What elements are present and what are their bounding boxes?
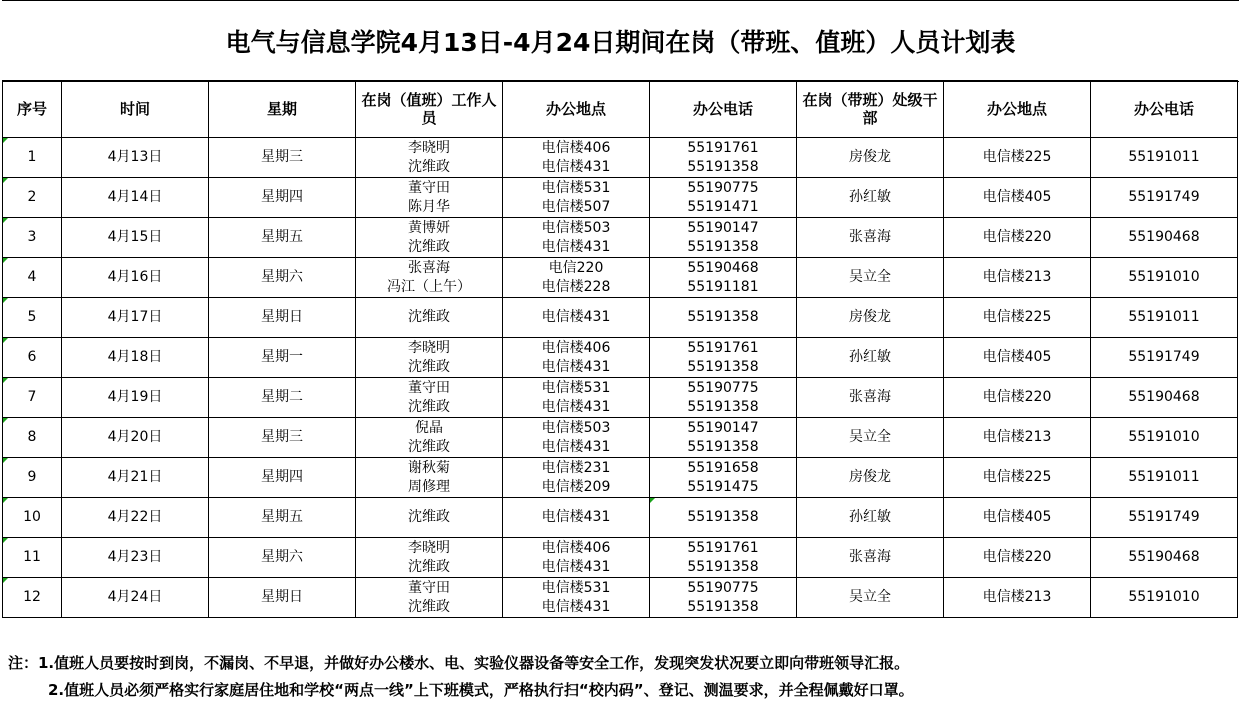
cell-staff-office[interactable] <box>503 338 650 378</box>
cell-staff-line: 董守田 <box>408 579 450 596</box>
cell-no-text: 2 <box>27 189 37 205</box>
cell-leader[interactable] <box>797 138 944 178</box>
cell-leader[interactable] <box>797 178 944 218</box>
cell-staff-line: 沈维政 <box>408 558 450 575</box>
cell-leader-office-text: 电信楼405 <box>982 349 1052 365</box>
cell-weekday[interactable] <box>209 378 356 418</box>
cell-staff-phone-line: 55191658 <box>687 459 759 476</box>
cell-leader-office-text: 电信楼213 <box>982 429 1052 445</box>
cell-date[interactable] <box>62 498 209 538</box>
cell-leader-phone-text: 55191011 <box>1128 469 1200 485</box>
notes <box>8 650 914 704</box>
cell-staff-line: 董守田 <box>408 179 450 196</box>
cell-staff-line: 黄博妍 <box>408 219 450 236</box>
cell-staff-office[interactable] <box>503 578 650 618</box>
cell-staff-phone-line: 55191358 <box>687 158 759 175</box>
note-line-1: 注：1.值班人员要按时到岗，不漏岗、不早退，并做好办公楼水、电、实验仪器设备等安全工作，发现突发状况要立即向带班领导汇报。 <box>8 654 910 672</box>
cell-staff-phone[interactable] <box>650 138 797 178</box>
cell-staff-phone-line: 55191358 <box>687 358 759 375</box>
cell-staff-phone-line: 55190775 <box>687 379 759 396</box>
table-row <box>3 418 1238 458</box>
cell-leader-phone-text: 55191010 <box>1128 269 1200 285</box>
cell-no-text: 8 <box>27 429 37 445</box>
cell-staff-office-line: 电信楼531 <box>541 579 611 596</box>
cell-date[interactable] <box>62 138 209 178</box>
cell-staff-line: 沈维政 <box>408 598 450 615</box>
cell-date-text: 4月20日 <box>107 429 163 445</box>
cell-no[interactable] <box>3 298 62 338</box>
cell-leader-text: 房俊龙 <box>849 469 891 485</box>
cell-weekday-text: 星期五 <box>261 229 303 245</box>
cell-marker <box>3 298 8 303</box>
header-staff-office: 办公地点 <box>503 81 650 138</box>
cell-no[interactable] <box>3 178 62 218</box>
cell-staff-phone[interactable] <box>650 538 797 578</box>
cell-leader-office-text: 电信楼225 <box>982 469 1052 485</box>
cell-leader-phone[interactable] <box>1091 218 1238 258</box>
cell-staff-line: 李晓明 <box>408 339 450 356</box>
cell-leader[interactable] <box>797 218 944 258</box>
cell-staff-phone-line: 55190775 <box>687 579 759 596</box>
cell-staff-phone-line: 55191761 <box>687 539 759 556</box>
cell-weekday-text: 星期日 <box>261 309 303 325</box>
cell-no[interactable] <box>3 338 62 378</box>
cell-date[interactable] <box>62 338 209 378</box>
cell-marker <box>3 578 8 583</box>
cell-no-text: 9 <box>27 469 37 485</box>
cell-leader-text: 孙红敏 <box>849 189 891 205</box>
cell-no[interactable] <box>3 138 62 178</box>
cell-leader-office[interactable] <box>944 418 1091 458</box>
cell-leader[interactable] <box>797 578 944 618</box>
cell-leader-office[interactable] <box>944 578 1091 618</box>
cell-no-text: 4 <box>27 269 37 285</box>
cell-staff-office[interactable] <box>503 378 650 418</box>
cell-date[interactable] <box>62 378 209 418</box>
cell-no[interactable] <box>3 378 62 418</box>
cell-staff[interactable] <box>356 418 503 458</box>
cell-no[interactable] <box>3 498 62 538</box>
cell-staff-phone[interactable] <box>650 418 797 458</box>
cell-staff-line: 沈维政 <box>408 238 450 255</box>
cell-leader[interactable] <box>797 298 944 338</box>
schedule-table <box>2 80 1238 618</box>
table-row <box>3 538 1238 578</box>
cell-leader-text: 孙红敏 <box>849 509 891 525</box>
cell-leader-phone[interactable] <box>1091 178 1238 218</box>
cell-leader-office[interactable] <box>944 458 1091 498</box>
cell-staff-phone[interactable] <box>650 378 797 418</box>
cell-leader-phone-text: 55191011 <box>1128 309 1200 325</box>
cell-leader-office-text: 电信楼220 <box>982 389 1052 405</box>
cell-leader[interactable] <box>797 418 944 458</box>
cell-leader-office-text: 电信楼405 <box>982 509 1052 525</box>
cell-weekday-text: 星期四 <box>261 189 303 205</box>
cell-leader[interactable] <box>797 458 944 498</box>
cell-leader-phone[interactable] <box>1091 138 1238 178</box>
cell-weekday[interactable] <box>209 138 356 178</box>
cell-leader-office-text: 电信楼405 <box>982 189 1052 205</box>
cell-staff-phone-line: 55191358 <box>687 238 759 255</box>
cell-staff-office-line: 电信楼503 <box>541 219 611 236</box>
header-leader: 在岗（带班）处级干部 <box>797 81 944 138</box>
cell-leader-phone-text: 55191749 <box>1128 349 1200 365</box>
cell-leader-office-text: 电信楼225 <box>982 149 1052 165</box>
cell-staff-phone-line: 55190468 <box>687 259 759 276</box>
cell-leader[interactable] <box>797 498 944 538</box>
table-row <box>3 298 1238 338</box>
cell-marker <box>3 498 8 503</box>
cell-staff[interactable] <box>356 538 503 578</box>
cell-weekday-text: 星期五 <box>261 509 303 525</box>
cell-staff-phone[interactable] <box>650 458 797 498</box>
cell-weekday[interactable] <box>209 258 356 298</box>
cell-leader-text: 吴立全 <box>849 269 891 285</box>
cell-no-text: 7 <box>27 389 37 405</box>
cell-weekday-text: 星期四 <box>261 469 303 485</box>
cell-staff-line: 冯江（上午） <box>387 278 471 295</box>
cell-date-text: 4月19日 <box>107 389 163 405</box>
cell-date-text: 4月15日 <box>107 229 163 245</box>
cell-staff-phone-line: 55191358 <box>687 509 759 525</box>
cell-staff-line: 董守田 <box>408 379 450 396</box>
cell-marker <box>3 458 8 463</box>
cell-leader-phone-text: 55191749 <box>1128 509 1200 525</box>
cell-staff-line: 谢秋菊 <box>408 459 450 476</box>
cell-leader-phone[interactable] <box>1091 538 1238 578</box>
cell-leader-office-text: 电信楼213 <box>982 589 1052 605</box>
cell-weekday[interactable] <box>209 538 356 578</box>
cell-date-text: 4月22日 <box>107 509 163 525</box>
cell-weekday-text: 星期六 <box>261 549 303 565</box>
cell-staff-office-line: 电信楼431 <box>541 598 611 615</box>
cell-staff-line: 沈维政 <box>408 398 450 415</box>
cell-staff-line: 沈维政 <box>408 158 450 175</box>
cell-no-text: 6 <box>27 349 37 365</box>
cell-staff-office-line: 电信楼431 <box>541 438 611 455</box>
table-row <box>3 258 1238 298</box>
table-row <box>3 218 1238 258</box>
cell-staff-office-line: 电信楼431 <box>541 158 611 175</box>
table-row <box>3 458 1238 498</box>
table-row <box>3 378 1238 418</box>
cell-leader-phone[interactable] <box>1091 498 1238 538</box>
cell-staff-office-line: 电信楼406 <box>541 539 611 556</box>
cell-date-text: 4月16日 <box>107 269 163 285</box>
cell-staff-office-line: 电信楼431 <box>541 358 611 375</box>
cell-staff-line: 倪晶 <box>415 419 443 436</box>
cell-weekday-text: 星期三 <box>261 149 303 165</box>
cell-marker <box>3 538 8 543</box>
cell-staff[interactable] <box>356 178 503 218</box>
cell-staff-line: 沈维政 <box>408 509 450 525</box>
cell-staff-phone-line: 55191471 <box>687 198 759 215</box>
cell-leader-office[interactable] <box>944 258 1091 298</box>
cell-staff-office-line: 电信楼507 <box>541 198 611 215</box>
cell-leader-office[interactable] <box>944 298 1091 338</box>
cell-leader-phone-text: 55191011 <box>1128 149 1200 165</box>
cell-leader-text: 张喜海 <box>849 549 891 565</box>
cell-weekday-text: 星期日 <box>261 589 303 605</box>
cell-date[interactable] <box>62 258 209 298</box>
table-row <box>3 578 1238 618</box>
cell-marker <box>3 178 8 183</box>
cell-weekday[interactable] <box>209 498 356 538</box>
cell-staff-office-line: 电信楼431 <box>541 238 611 255</box>
cell-no-text: 10 <box>23 509 41 525</box>
cell-leader[interactable] <box>797 378 944 418</box>
cell-staff-office-line: 电信楼531 <box>541 179 611 196</box>
cell-staff-office-line: 电信楼503 <box>541 419 611 436</box>
cell-date[interactable] <box>62 298 209 338</box>
header-weekday: 星期 <box>209 81 356 138</box>
header-leader-office: 办公地点 <box>944 81 1091 138</box>
cell-leader-office[interactable] <box>944 378 1091 418</box>
cell-staff[interactable] <box>356 258 503 298</box>
cell-leader-phone[interactable] <box>1091 338 1238 378</box>
cell-no-text: 11 <box>23 549 41 565</box>
cell-date-text: 4月24日 <box>107 589 163 605</box>
cell-leader-text: 房俊龙 <box>849 309 891 325</box>
cell-staff-phone-line: 55191761 <box>687 339 759 356</box>
cell-marker <box>650 498 655 503</box>
cell-staff[interactable] <box>356 458 503 498</box>
cell-leader-office[interactable] <box>944 538 1091 578</box>
cell-staff-office-line: 电信楼406 <box>541 339 611 356</box>
cell-staff-phone-line: 55191761 <box>687 139 759 156</box>
cell-no[interactable] <box>3 218 62 258</box>
header-leader-phone: 办公电话 <box>1091 81 1238 138</box>
cell-weekday[interactable] <box>209 458 356 498</box>
cell-staff-office[interactable] <box>503 258 650 298</box>
cell-no-text: 5 <box>27 309 37 325</box>
cell-weekday[interactable] <box>209 338 356 378</box>
cell-leader-phone-text: 55191749 <box>1128 189 1200 205</box>
cell-date[interactable] <box>62 178 209 218</box>
cell-staff[interactable] <box>356 218 503 258</box>
cell-leader-phone-text: 55191010 <box>1128 589 1200 605</box>
cell-staff[interactable] <box>356 138 503 178</box>
cell-weekday[interactable] <box>209 418 356 458</box>
cell-leader-text: 房俊龙 <box>849 149 891 165</box>
cell-date-text: 4月18日 <box>107 349 163 365</box>
cell-marker <box>3 218 8 223</box>
cell-leader-phone[interactable] <box>1091 258 1238 298</box>
cell-staff-office-line: 电信楼231 <box>541 459 611 476</box>
cell-staff-line: 李晓明 <box>408 539 450 556</box>
cell-staff-phone-line: 55191358 <box>687 558 759 575</box>
cell-staff[interactable] <box>356 378 503 418</box>
cell-staff-phone-line: 55191358 <box>687 309 759 325</box>
cell-leader-text: 吴立全 <box>849 589 891 605</box>
cell-staff-office-line: 电信楼431 <box>541 558 611 575</box>
cell-staff-office[interactable] <box>503 458 650 498</box>
cell-staff-phone-line: 55191475 <box>687 478 759 495</box>
cell-weekday[interactable] <box>209 578 356 618</box>
cell-leader-phone-text: 55191010 <box>1128 429 1200 445</box>
cell-leader-phone-text: 55190468 <box>1128 229 1200 245</box>
cell-staff-office-line: 电信220 <box>548 259 604 276</box>
cell-marker <box>3 418 8 423</box>
cell-staff-line: 张喜海 <box>408 259 450 276</box>
cell-leader-office[interactable] <box>944 498 1091 538</box>
table-row <box>3 138 1238 178</box>
cell-staff[interactable] <box>356 338 503 378</box>
cell-staff-phone-line: 55191358 <box>687 438 759 455</box>
cell-staff-office-line: 电信楼228 <box>541 278 611 295</box>
cell-staff-phone[interactable] <box>650 578 797 618</box>
cell-staff-phone-line: 55191358 <box>687 598 759 615</box>
cell-leader-office-text: 电信楼225 <box>982 309 1052 325</box>
cell-staff-phone-line: 55190147 <box>687 219 759 236</box>
cell-marker <box>3 378 8 383</box>
cell-weekday[interactable] <box>209 218 356 258</box>
cell-date[interactable] <box>62 578 209 618</box>
cell-no[interactable] <box>3 258 62 298</box>
cell-staff-line: 沈维政 <box>408 438 450 455</box>
cell-leader-phone[interactable] <box>1091 458 1238 498</box>
cell-date[interactable] <box>62 458 209 498</box>
cell-staff-line: 李晓明 <box>408 139 450 156</box>
header-staff-phone: 办公电话 <box>650 81 797 138</box>
cell-leader-text: 张喜海 <box>849 229 891 245</box>
cell-staff-office-line: 电信楼431 <box>541 509 611 525</box>
header-staff: 在岗（值班）工作人员 <box>356 81 503 138</box>
cell-leader-office-text: 电信楼220 <box>982 549 1052 565</box>
cell-weekday[interactable] <box>209 298 356 338</box>
cell-marker <box>3 338 8 343</box>
cell-staff-office[interactable] <box>503 498 650 538</box>
header-date: 时间 <box>62 81 209 138</box>
cell-weekday-text: 星期六 <box>261 269 303 285</box>
cell-staff-office-line: 电信楼431 <box>541 398 611 415</box>
table-row <box>3 338 1238 378</box>
cell-date[interactable] <box>62 218 209 258</box>
cell-leader-office-text: 电信楼220 <box>982 229 1052 245</box>
cell-leader-phone[interactable] <box>1091 298 1238 338</box>
cell-weekday-text: 星期三 <box>261 429 303 445</box>
cell-weekday-text: 星期一 <box>261 349 303 365</box>
cell-staff-line: 沈维政 <box>408 309 450 325</box>
cell-staff-office-line: 电信楼531 <box>541 379 611 396</box>
cell-staff-phone-line: 55191358 <box>687 398 759 415</box>
cell-staff-phone[interactable] <box>650 258 797 298</box>
cell-leader[interactable] <box>797 338 944 378</box>
header-no: 序号 <box>3 81 62 138</box>
header-row <box>3 81 1238 138</box>
cell-leader-office[interactable] <box>944 338 1091 378</box>
cell-leader[interactable] <box>797 258 944 298</box>
cell-weekday-text: 星期二 <box>261 389 303 405</box>
cell-date[interactable] <box>62 538 209 578</box>
cell-leader[interactable] <box>797 538 944 578</box>
cell-leader-text: 吴立全 <box>849 429 891 445</box>
cell-leader-text: 孙红敏 <box>849 349 891 365</box>
cell-no-text: 12 <box>23 589 41 605</box>
cell-leader-text: 张喜海 <box>849 389 891 405</box>
cell-leader-office[interactable] <box>944 138 1091 178</box>
cell-no[interactable] <box>3 538 62 578</box>
note-line-2: 2.值班人员必须严格实行家庭居住地和学校“两点一线”上下班模式，严格执行扫“校内码”、登记、测温要求，并全程佩戴好口罩。 <box>48 681 914 699</box>
cell-date-text: 4月21日 <box>107 469 163 485</box>
cell-date-text: 4月17日 <box>107 309 163 325</box>
cell-staff-phone-line: 55190147 <box>687 419 759 436</box>
page-title: 电气与信息学院4月13日-4月24日期间在岗（带班、值班）人员计划表 <box>2 0 1239 82</box>
cell-leader-phone-text: 55190468 <box>1128 389 1200 405</box>
cell-staff-office[interactable] <box>503 218 650 258</box>
cell-staff-office[interactable] <box>503 178 650 218</box>
cell-leader-phone-text: 55190468 <box>1128 549 1200 565</box>
cell-no[interactable] <box>3 418 62 458</box>
cell-date-text: 4月14日 <box>107 189 163 205</box>
cell-staff-phone-line: 55190775 <box>687 179 759 196</box>
table-row <box>3 178 1238 218</box>
cell-staff[interactable] <box>356 578 503 618</box>
cell-staff-phone[interactable] <box>650 338 797 378</box>
cell-date-text: 4月13日 <box>107 149 163 165</box>
cell-staff-office[interactable] <box>503 418 650 458</box>
cell-leader-phone[interactable] <box>1091 418 1238 458</box>
cell-weekday[interactable] <box>209 178 356 218</box>
cell-no[interactable] <box>3 458 62 498</box>
cell-leader-office-text: 电信楼213 <box>982 269 1052 285</box>
cell-staff-line: 沈维政 <box>408 358 450 375</box>
cell-staff-phone[interactable] <box>650 218 797 258</box>
cell-no-text: 3 <box>27 229 37 245</box>
table-row <box>3 498 1238 538</box>
cell-leader-phone[interactable] <box>1091 378 1238 418</box>
cell-leader-office[interactable] <box>944 178 1091 218</box>
cell-staff-office-line: 电信楼209 <box>541 478 611 495</box>
cell-leader-phone[interactable] <box>1091 578 1238 618</box>
cell-staff-line: 陈月华 <box>408 198 450 215</box>
cell-staff-office[interactable] <box>503 138 650 178</box>
cell-staff[interactable] <box>356 298 503 338</box>
cell-staff-phone[interactable] <box>650 178 797 218</box>
cell-staff-phone[interactable] <box>650 298 797 338</box>
cell-staff-phone-line: 55191181 <box>687 278 759 295</box>
cell-staff-office-line: 电信楼406 <box>541 139 611 156</box>
cell-leader-office[interactable] <box>944 218 1091 258</box>
cell-date-text: 4月23日 <box>107 549 163 565</box>
cell-marker <box>3 138 8 143</box>
cell-staff-line: 周修理 <box>408 478 450 495</box>
cell-no[interactable] <box>3 578 62 618</box>
cell-staff-office-line: 电信楼431 <box>541 309 611 325</box>
cell-staff-office[interactable] <box>503 298 650 338</box>
cell-marker <box>3 258 8 263</box>
cell-staff-office[interactable] <box>503 538 650 578</box>
cell-staff-phone[interactable] <box>650 498 797 538</box>
cell-date[interactable] <box>62 418 209 458</box>
cell-staff[interactable] <box>356 498 503 538</box>
cell-no-text: 1 <box>27 149 37 165</box>
